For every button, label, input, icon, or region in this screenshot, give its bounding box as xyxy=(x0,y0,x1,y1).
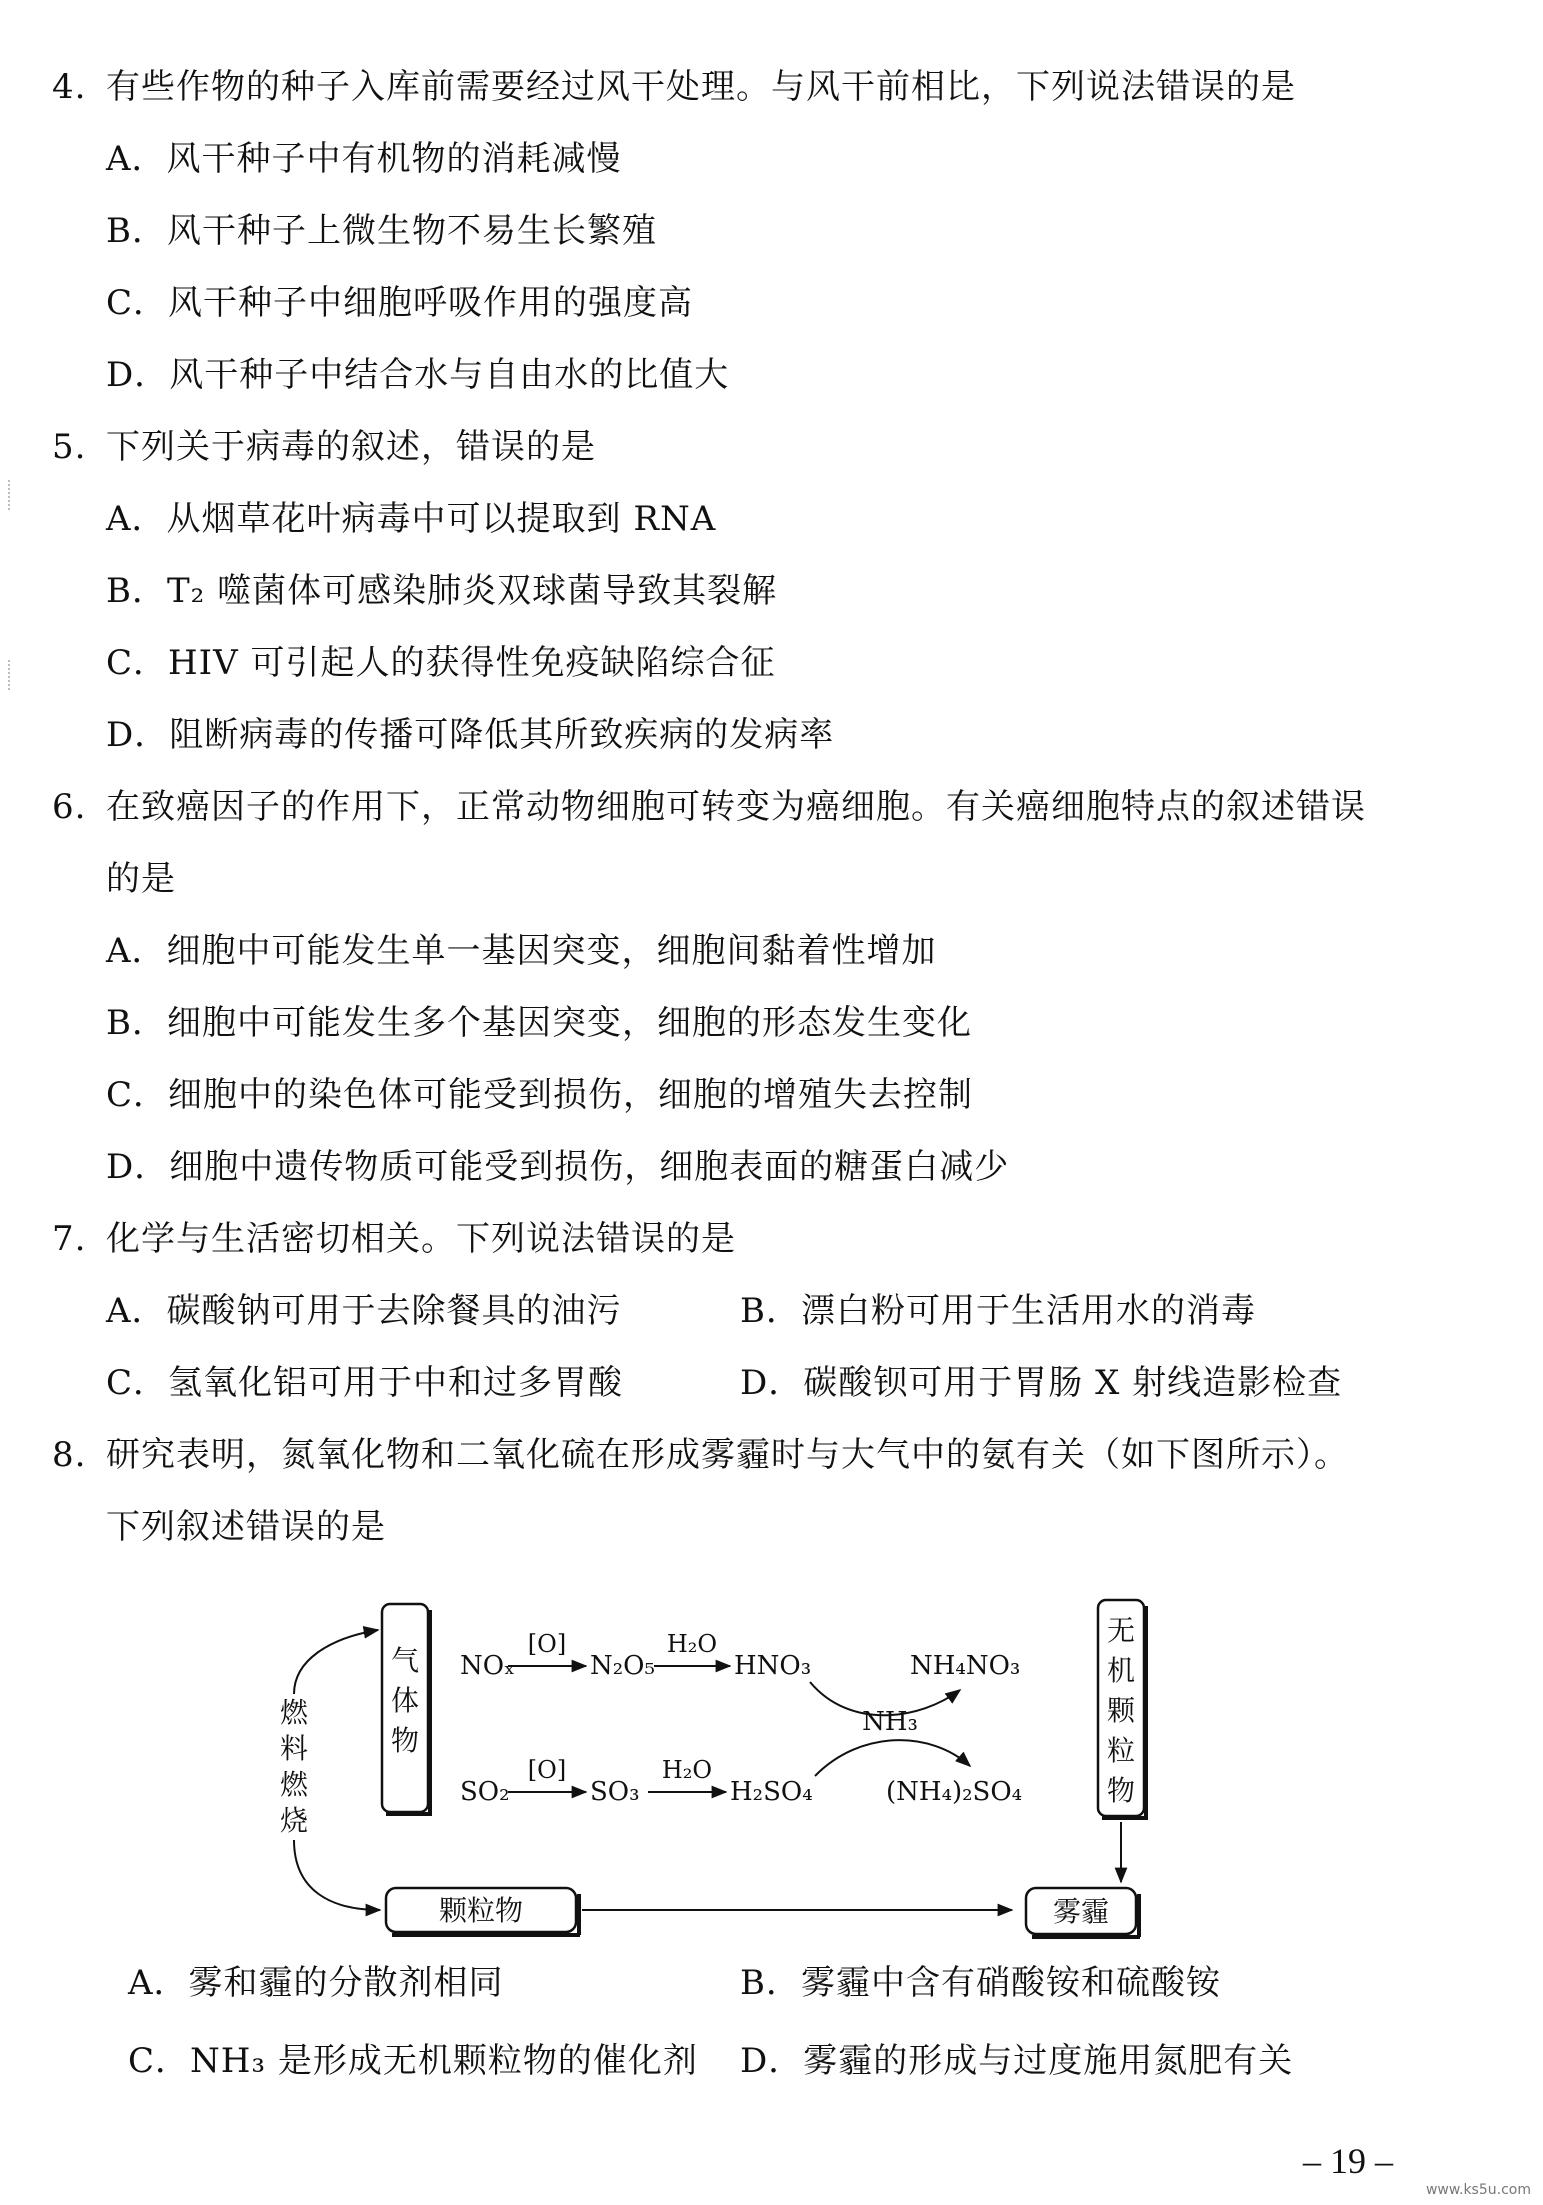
n-chain-nh4no3: NH₄NO₃ xyxy=(910,1651,1021,1681)
n-chain-n2o5: N₂O₅ xyxy=(590,1651,655,1681)
s-chain-h2so4: H₂SO₄ xyxy=(730,1777,813,1807)
q7-option-b: B．漂白粉可用于生活用水的消毒 xyxy=(740,1291,1256,1331)
s-chain-so2: SO₂ xyxy=(460,1777,510,1807)
question-number: 7. xyxy=(52,1219,87,1259)
q6-option-c: C．细胞中的染色体可能受到损伤，细胞的增殖失去控制 xyxy=(106,1075,974,1115)
vertical-char: 体 xyxy=(390,1684,420,1717)
question-6-stem-cont: 的是 xyxy=(106,859,176,899)
q8-option-a: A．雾和霾的分散剂相同 xyxy=(128,1963,504,2003)
question-8-stem xyxy=(52,1432,1349,1478)
page-number: – 19 – xyxy=(1303,2141,1393,2181)
vertical-char: 物 xyxy=(1106,1774,1136,1807)
q8-option-b: B．雾霾中含有硝酸铵和硫酸铵 xyxy=(740,1963,1221,2003)
question-4-stem xyxy=(52,64,1296,110)
watermark: www.ks5u.com xyxy=(1425,2182,1531,2198)
q7-option-c: C．氢氧化铝可用于中和过多胃酸 xyxy=(106,1363,624,1403)
vertical-char: 无 xyxy=(1106,1614,1136,1647)
vertical-char: 烧 xyxy=(279,1804,309,1837)
question-text: 研究表明，氮氧化物和二氧化硫在形成雾霾时与大气中的氨有关（如下图所示）。 xyxy=(106,1435,1349,1475)
q6-option-a: A．细胞中可能发生单一基因突变，细胞间黏着性增加 xyxy=(106,931,937,971)
q4-option-d: D．风干种子中结合水与自由水的比值大 xyxy=(106,355,730,395)
q5-option-a: A．从烟草花叶病毒中可以提取到 RNA xyxy=(106,499,717,539)
question-text: 在致癌因子的作用下，正常动物细胞可转变为癌细胞。有关癌细胞特点的叙述错误 xyxy=(106,787,1366,827)
q7-option-d: D．碳酸钡可用于胃肠 X 射线造影检查 xyxy=(740,1363,1343,1403)
scan-mark xyxy=(8,480,18,510)
oxidant-label: [O] xyxy=(527,1756,567,1784)
water-label: H₂O xyxy=(661,1756,713,1784)
vertical-char: 粒 xyxy=(1106,1734,1136,1767)
q4-option-c: C．风干种子中细胞呼吸作用的强度高 xyxy=(106,283,694,323)
question-8-stem-cont: 下列叙述错误的是 xyxy=(106,1507,386,1547)
question-6-stem xyxy=(52,784,1366,830)
oxidant-label: [O] xyxy=(527,1630,567,1658)
inorganic-box-label xyxy=(1107,1614,1136,1807)
question-text: 有些作物的种子入库前需要经过风干处理。与风干前相比，下列说法错误的是 xyxy=(106,67,1296,107)
vertical-char: 气 xyxy=(390,1644,420,1677)
s-chain-nh42so4: (NH₄)₂SO₄ xyxy=(886,1777,1023,1807)
water-label: H₂O xyxy=(666,1630,718,1658)
arrow-fuel-to-particles xyxy=(294,1840,380,1910)
haze-box-label: 雾霾 xyxy=(1052,1895,1110,1928)
ammonia-label: NH₃ xyxy=(862,1707,918,1737)
q5-option-b: B．T₂ 噬菌体可感染肺炎双球菌导致其裂解 xyxy=(106,571,778,611)
vertical-char: 燃 xyxy=(279,1696,309,1729)
question-text: 化学与生活密切相关。下列说法错误的是 xyxy=(106,1219,736,1259)
q4-option-b: B．风干种子上微生物不易生长繁殖 xyxy=(106,211,657,251)
q5-option-c: C．HIV 可引起人的获得性免疫缺陷综合征 xyxy=(106,643,776,683)
question-5-stem xyxy=(52,424,596,470)
question-7-stem xyxy=(52,1216,736,1262)
particulate-box-label: 颗粒物 xyxy=(438,1894,524,1927)
question-text: 下列关于病毒的叙述，错误的是 xyxy=(106,427,596,467)
q5-option-d: D．阻断病毒的传播可降低其所致疾病的发病率 xyxy=(106,715,835,755)
q7-option-a: A．碳酸钠可用于去除餐具的油污 xyxy=(106,1291,622,1331)
q6-option-b: B．细胞中可能发生多个基因突变，细胞的形态发生变化 xyxy=(106,1003,972,1043)
vertical-char: 燃 xyxy=(279,1768,309,1801)
question-number: 8. xyxy=(52,1435,87,1475)
gas-box-label xyxy=(391,1644,419,1757)
vertical-char: 料 xyxy=(279,1732,309,1765)
q8-option-d: D．雾霾的形成与过度施用氮肥有关 xyxy=(740,2041,1294,2081)
question-number: 4. xyxy=(52,67,87,107)
haze-formation-diagram xyxy=(270,1590,1210,1950)
s-chain-so3: SO₃ xyxy=(590,1777,640,1807)
vertical-char: 颗 xyxy=(1106,1694,1136,1727)
vertical-char: 物 xyxy=(390,1724,420,1757)
q8-option-c: C．NH₃ 是形成无机颗粒物的催化剂 xyxy=(128,2041,698,2081)
fuel-combustion-label xyxy=(280,1696,309,1837)
question-number: 5. xyxy=(52,427,87,467)
n-chain-hno3: HNO₃ xyxy=(734,1651,812,1681)
question-number: 6. xyxy=(52,787,87,827)
arrow-fuel-to-gas xyxy=(294,1630,378,1694)
vertical-char: 机 xyxy=(1106,1654,1136,1687)
n-chain-nox: NOₓ xyxy=(460,1651,516,1681)
arrow-h2so4-to-nh42so4 xyxy=(815,1740,970,1776)
scan-mark xyxy=(8,660,18,690)
q6-option-d: D．细胞中遗传物质可能受到损伤，细胞表面的糖蛋白减少 xyxy=(106,1147,1010,1187)
q4-option-a: A．风干种子中有机物的消耗减慢 xyxy=(106,139,622,179)
